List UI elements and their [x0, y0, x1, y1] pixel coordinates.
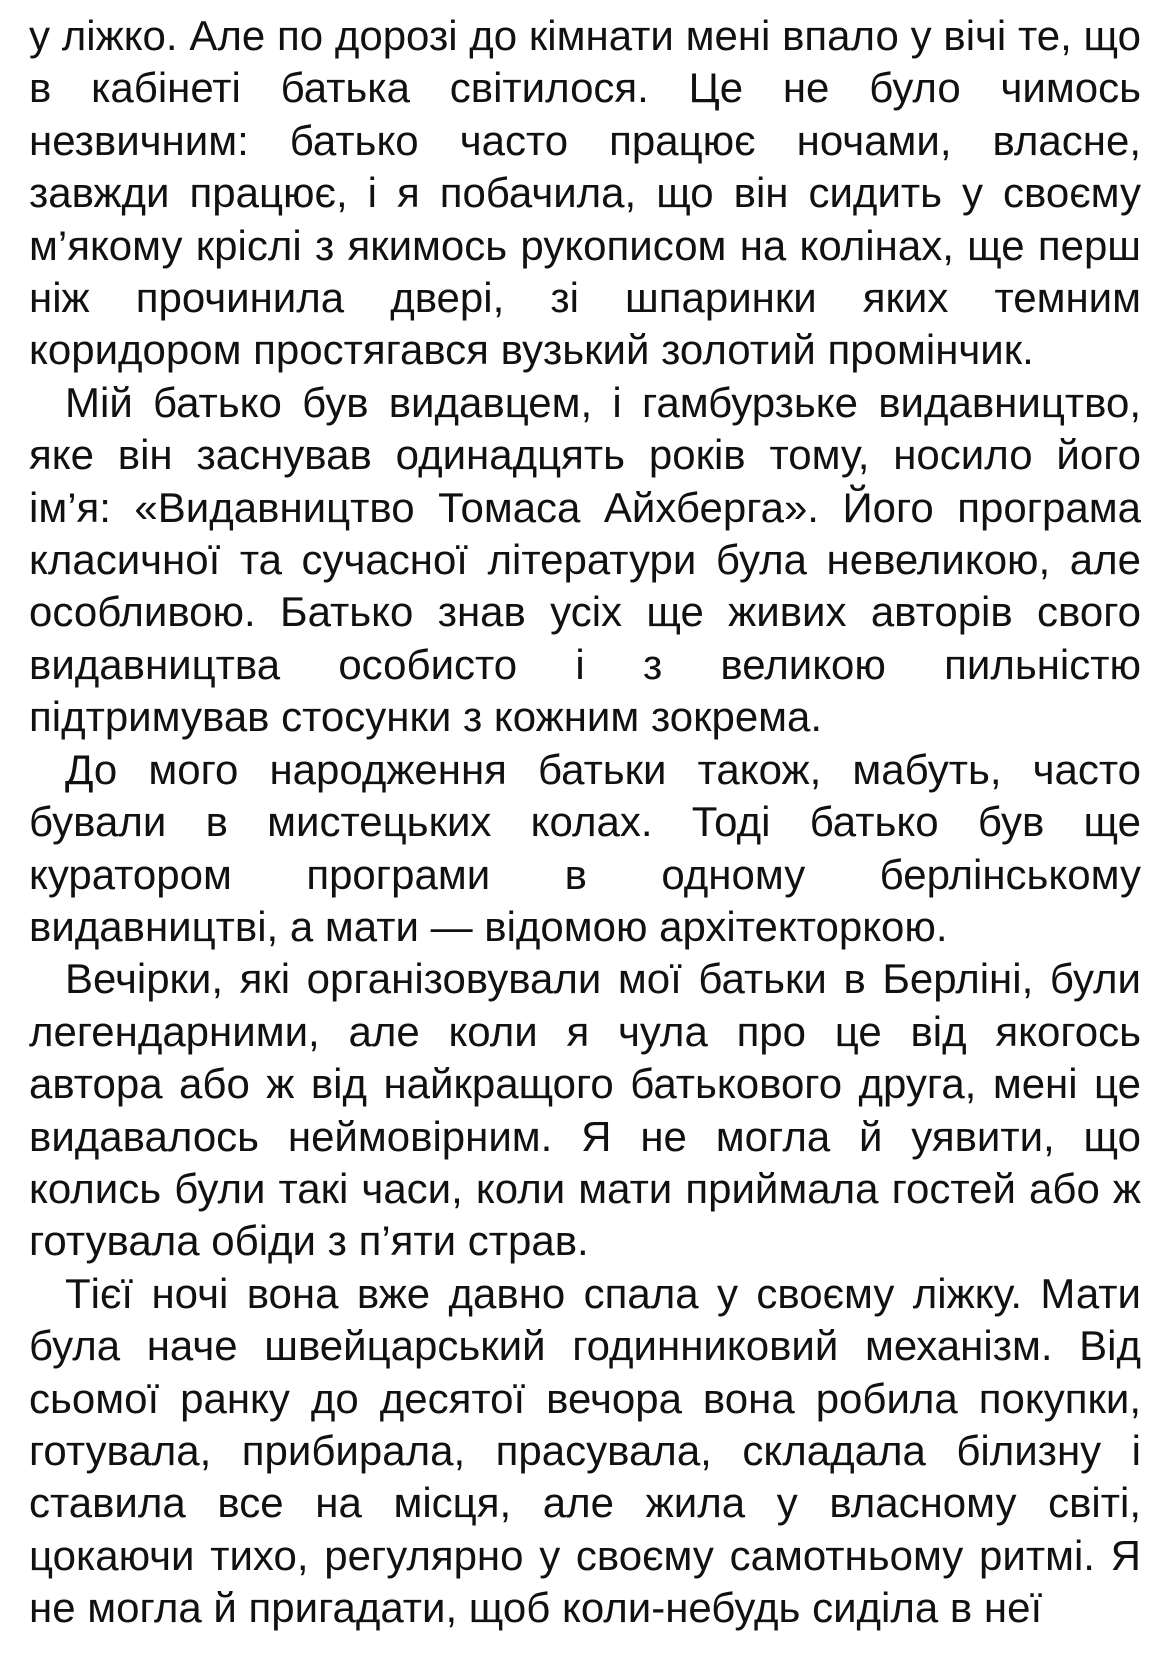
paragraph-2: Мій батько був видавцем, і гамбурзьке видавництво, яке він заснував одинадцять років тому, носило його ім’я: «Видавництво Томаса Айхберга». Його програма класичної та сучасної літератури була невеликою, але особливою. Батько знав усіх ще живих авторів свого видавництва особисто і з великою пильністю підтримував стосунки з кожним зокрема. — [29, 378, 1141, 741]
paragraph-5: Тієї ночі вона вже давно спала у своєму ліжку. Мати була наче швейцарський годинниковий механізм. Від сьомої ранку до десятої вечора вона робила покупки, готувала, прибирала, прасувала, складала білизну і ставила все на місця, але жила у власному світі, цокаючи тихо, регулярно у своєму самотньому ритмі. Я не могла й пригадати, щоб коли-небудь сиділа в неї — [29, 1269, 1141, 1632]
paragraph-1: у ліжко. Але по дорозі до кімнати мені впало у вічі те, що в кабінеті батька світилося. Це не було чимось незвичним: батько часто працює ночами, власне, завжди працює, і я побачила, що він сидить у своєму м’якому кріслі з якимось рукописом на колінах, ще перш ніж прочинила двері, зі шпаринки яких темним коридором простягався вузький золотий промінчик. — [29, 12, 1141, 374]
paragraph-3: До мого народження батьки також, мабуть, часто бували в мистецьких колах. Тоді батько був ще куратором програми в одному берлінському видавництві, а мати — відомою архітекторкою. — [29, 745, 1141, 950]
paragraph-4: Вечірки, які організовували мої батьки в Берліні, були легендарними, але коли я чула про це від якогось автора або ж від найкращого батькового друга, мені це видавалось неймовірним. Я не могла й уявити, що колись були такі часи, коли мати приймала гостей або ж готувала обіди з п’яти страв. — [29, 955, 1141, 1265]
